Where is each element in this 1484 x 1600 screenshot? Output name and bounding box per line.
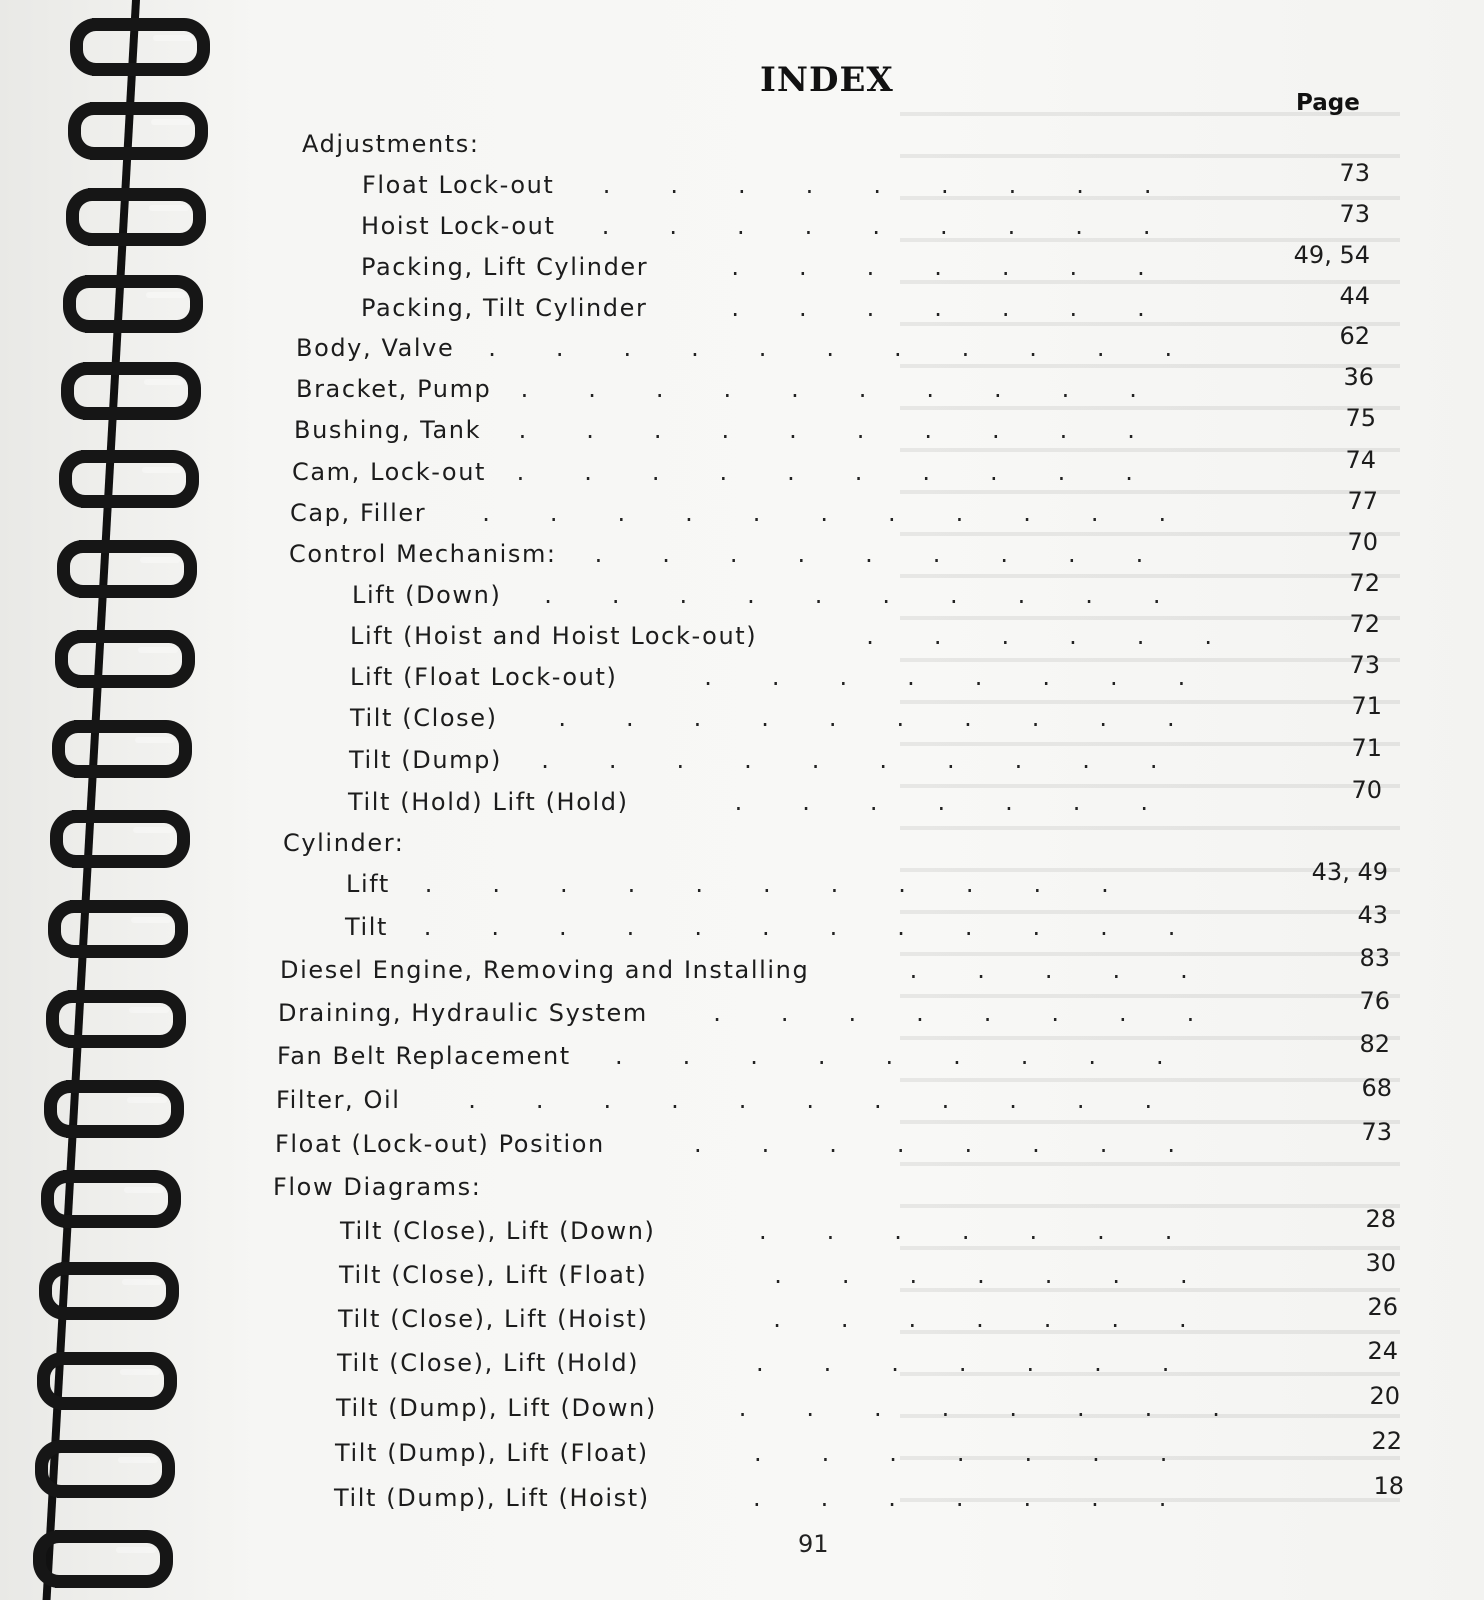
binding-coil xyxy=(85,275,203,333)
index-entry-page: 82 xyxy=(1359,1030,1390,1058)
index-entry-page: 24 xyxy=(1367,1337,1398,1365)
index-entry-page: 71 xyxy=(1351,692,1382,720)
binding-coil xyxy=(92,18,210,76)
index-entry-label: Draining, Hydraulic System xyxy=(278,999,648,1027)
index-entry-label: Tilt (Dump), Lift (Float) xyxy=(335,1439,649,1467)
index-entry-page: 43, 49 xyxy=(1311,858,1388,886)
index-entry-page: 30 xyxy=(1365,1249,1396,1277)
index-entry-page: 18 xyxy=(1373,1472,1404,1500)
index-entry-page: 76 xyxy=(1359,987,1390,1015)
index-entry-label: Tilt (Dump), Lift (Down) xyxy=(336,1394,657,1422)
index-entry-label: Tilt (Close), Lift (Hold) xyxy=(337,1349,640,1377)
leader-dots: . . . . . . . . . . . xyxy=(482,499,1167,527)
index-entry-page: 68 xyxy=(1361,1074,1392,1102)
index-entry-page: 75 xyxy=(1345,404,1376,432)
leader-dots: . . . . . . xyxy=(866,622,1212,650)
leader-dots: . . . . . . . . . . . xyxy=(468,1086,1153,1114)
index-entry-page: 73 xyxy=(1339,200,1370,228)
index-entry-label: Tilt (Close), Lift (Down) xyxy=(340,1217,656,1245)
binding-coil xyxy=(74,720,192,778)
index-entry-page: 71 xyxy=(1351,734,1382,762)
index-entry-label: Float (Lock-out) Position xyxy=(275,1130,605,1158)
leader-dots: . . . . . . . . xyxy=(694,1130,1176,1158)
page-number: 91 xyxy=(798,1530,829,1558)
index-entry-label: Float Lock-out xyxy=(362,171,555,199)
index-entry-label: Lift (Hoist and Hoist Lock-out) xyxy=(350,622,758,650)
leader-dots: . . . . . . . . . . xyxy=(558,704,1175,732)
leader-dots: . . . . . . . . xyxy=(704,663,1186,691)
binding-coil xyxy=(59,1352,177,1410)
binding-coil xyxy=(70,900,188,958)
binding-coil xyxy=(77,630,195,688)
index-entry-label: Lift (Float Lock-out) xyxy=(350,663,618,691)
leader-dots: . . . . . . . xyxy=(756,1349,1170,1377)
index-entry-label: Tilt (Dump) xyxy=(349,746,502,774)
index-entry-label: Cam, Lock-out xyxy=(292,458,487,486)
leader-dots: . . . . . . . xyxy=(734,788,1148,816)
page-column-header: Page xyxy=(1296,90,1360,116)
index-entry-label: Tilt (Hold) Lift (Hold) xyxy=(348,788,629,816)
index-entry-label: Filter, Oil xyxy=(276,1086,401,1114)
index-entry-label: Body, Valve xyxy=(296,334,455,362)
index-entry-label: Tilt (Close), Lift (Hoist) xyxy=(338,1305,649,1333)
index-entry-page: 72 xyxy=(1349,569,1380,597)
index-entry-label: Flow Diagrams: xyxy=(273,1173,482,1201)
index-entry-page: 83 xyxy=(1359,944,1390,972)
index-entry-page: 70 xyxy=(1351,776,1382,804)
index-entry-label: Cylinder: xyxy=(283,829,405,857)
index-entry-page: 20 xyxy=(1369,1382,1400,1410)
index-entry-label: Tilt (Close) xyxy=(350,704,498,732)
index-entry-label: Packing, Lift Cylinder xyxy=(361,253,649,281)
leader-dots: . . . . . . . xyxy=(731,253,1145,281)
index-entry-page: 28 xyxy=(1365,1205,1396,1233)
leader-dots: . . . . . xyxy=(909,956,1188,984)
leader-dots: . . . . . . . . . xyxy=(601,212,1151,240)
index-entry-label: Cap, Filler xyxy=(290,499,427,527)
index-entry-label: Tilt (Close), Lift (Float) xyxy=(339,1261,648,1289)
leader-dots: . . . . . . . . xyxy=(713,999,1195,1027)
index-entry-label: Bracket, Pump xyxy=(296,375,492,403)
index-entry-label: Fan Belt Replacement xyxy=(277,1042,571,1070)
binding-coil xyxy=(61,1262,179,1320)
index-entry-label: Hoist Lock-out xyxy=(361,212,556,240)
leader-dots: . . . . . . . xyxy=(731,294,1145,322)
index-entry-label: Adjustments: xyxy=(302,130,480,158)
index-entry-label: Tilt (Dump), Lift (Hoist) xyxy=(334,1484,650,1512)
binding-coil xyxy=(88,188,206,246)
leader-dots: . . . . . . . . . . . xyxy=(424,870,1109,898)
leader-dots: . . . . . . . . . . xyxy=(541,746,1158,774)
leader-dots: . . . . . . . . . . xyxy=(520,375,1137,403)
leader-dots: . . . . . . . . . xyxy=(594,540,1144,568)
index-entry-label: Packing, Tilt Cylinder xyxy=(361,294,648,322)
leader-dots: . . . . . . . . . xyxy=(615,1042,1164,1070)
binding-coil xyxy=(55,1530,173,1588)
leader-dots: . . . . . . . xyxy=(773,1305,1187,1333)
index-entry-label: Lift (Down) xyxy=(352,581,502,609)
leader-dots: . . . . . . . xyxy=(753,1484,1167,1512)
index-entry-page: 49, 54 xyxy=(1293,241,1370,269)
binding-coil xyxy=(79,540,197,598)
index-entry-page: 77 xyxy=(1347,487,1378,515)
leader-dots: . . . . . . . . . . . . xyxy=(423,913,1176,941)
leader-dots: . . . . . . . . . xyxy=(602,171,1152,199)
binding-coil xyxy=(72,810,190,868)
index-entry-page: 22 xyxy=(1371,1427,1402,1455)
index-entry-label: Control Mechanism: xyxy=(289,540,557,568)
index-entry-page: 26 xyxy=(1367,1293,1398,1321)
leader-dots: . . . . . . . . . . xyxy=(544,581,1161,609)
binding-coil xyxy=(66,1080,184,1138)
leader-dots: . . . . . . . . . . xyxy=(518,416,1135,444)
leader-dots: . . . . . . . xyxy=(759,1217,1173,1245)
binding-coil xyxy=(83,362,201,420)
index-entry-label: Lift xyxy=(346,870,390,898)
leader-dots: . . . . . . . . . . . xyxy=(488,334,1173,362)
binding-coil xyxy=(81,450,199,508)
index-entry-page: 43 xyxy=(1357,901,1388,929)
leader-dots: . . . . . . . xyxy=(754,1439,1168,1467)
page-title: INDEX xyxy=(760,60,894,100)
index-entry-page: 74 xyxy=(1345,446,1376,474)
index-entry-page: 73 xyxy=(1361,1118,1392,1146)
binding-coil xyxy=(57,1440,175,1498)
binding-coil xyxy=(63,1170,181,1228)
index-entry-label: Diesel Engine, Removing and Installing xyxy=(280,956,810,984)
index-entry-page: 70 xyxy=(1347,528,1378,556)
index-entry-page: 44 xyxy=(1339,282,1370,310)
binding-coil xyxy=(68,990,186,1048)
index-entry-label: Tilt xyxy=(345,913,389,941)
index-entry-page: 62 xyxy=(1339,322,1370,350)
index-entry-label: Bushing, Tank xyxy=(294,416,482,444)
index-entry-page: 73 xyxy=(1349,651,1380,679)
binding-coil xyxy=(90,102,208,160)
leader-dots: . . . . . . . . xyxy=(738,1394,1220,1422)
leader-dots: . . . . . . . xyxy=(774,1261,1188,1289)
index-entry-page: 36 xyxy=(1343,363,1374,391)
leader-dots: . . . . . . . . . . xyxy=(516,458,1133,486)
index-entry-page: 73 xyxy=(1339,159,1370,187)
index-entry-page: 72 xyxy=(1349,610,1380,638)
